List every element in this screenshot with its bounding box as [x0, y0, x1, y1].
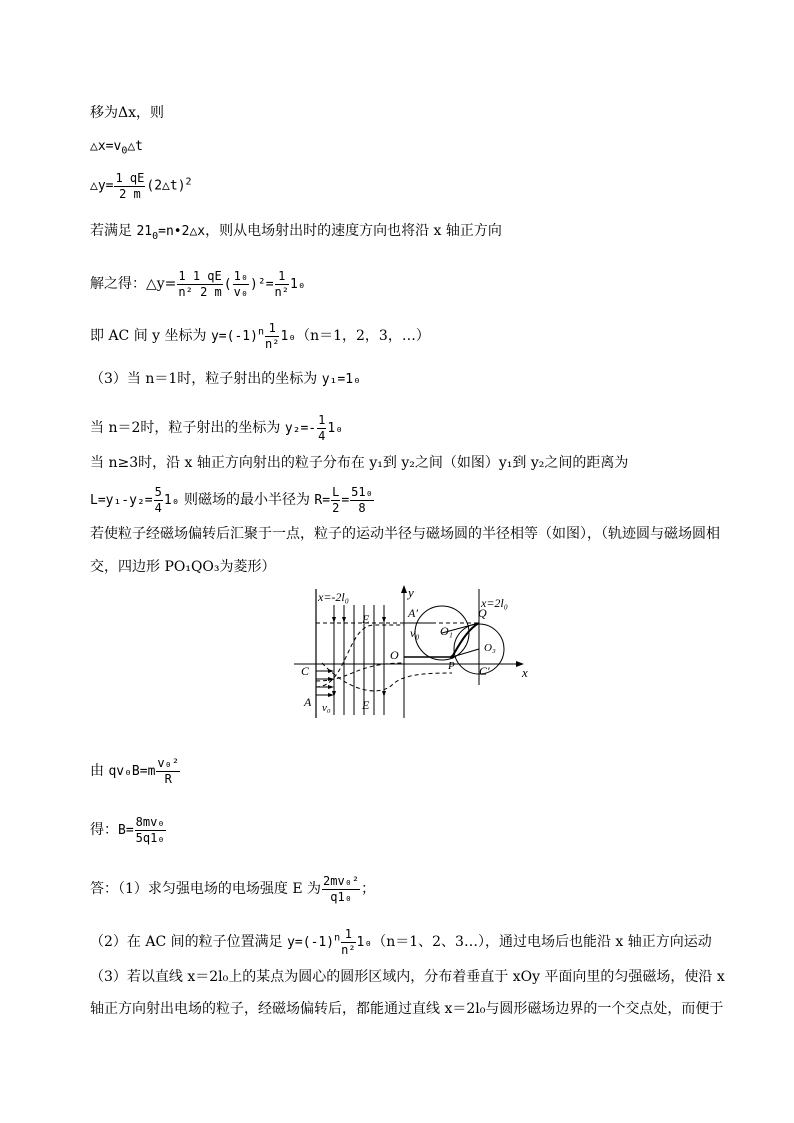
- formula-lorentz: 由 qv₀B=m $\frac{\text{v₀²}}{R}$: [90, 756, 180, 786]
- text-line: （3）当 n＝1时，粒子射出的坐标为 y₁=1₀: [90, 371, 361, 387]
- text-line: 移为Δx，则: [90, 105, 165, 121]
- text-line: 当 n＝2时，粒子射出的坐标为 y₂=- $\frac{1}{4}$ 1₀: [90, 413, 344, 443]
- fraction: $\frac{1}{\text{n²}}$: [274, 269, 289, 299]
- answer-3-line1: （3）若以直线 x＝2l₀上的某点为圆心的圆形区域内，分布着垂直于 xOy 平面向里的匀强磁场，使沿 x: [90, 969, 725, 985]
- text-line: 当 n≥3时，沿 x 轴正方向射出的粒子分布在 y₁到 y₂之间（如图）y₁到 y₂之间的距离为: [90, 455, 629, 471]
- fraction: $\frac{L}{2}$: [332, 485, 340, 515]
- formula-y-coordinate: 即 AC 间 y 坐标为 $y=(-1)^n$ $\frac{1}{\text{n²}}$ 1₀（n＝1，2，3，…）: [90, 321, 430, 351]
- formula-radius: L=y₁-y₂= $\frac{5}{4}$ 1₀ 则磁场的最小半径为 R= $\frac{L}{2}$ = $\frac{\text{51₀}}{8}$: [90, 485, 373, 515]
- formula-solve: 解之得：△y= $\frac{1 1 qE}{\text{n² 2 m}}$ ( $\frac{\text{1₀}}{\text{v₀}}$ )²= $\frac{1}{\text{n²}}$ 1₀: [90, 269, 306, 299]
- label-E-bottom: E: [362, 698, 370, 712]
- fraction: $\frac{1}{\text{n²}}$: [264, 321, 280, 351]
- fraction: $\frac{\text{8mv₀}}{\text{5q1₀}}$: [135, 815, 165, 845]
- answer-2: （2）在 AC 间的粒子位置满足 $y=(-1)^n$ $\frac{1}{\text{n²}}$ 1₀（n＝1、2、3…），通过电场后也能沿 x 轴正方向运动: [90, 927, 712, 957]
- fraction: $\frac{\text{v₀²}}{R}$: [157, 756, 180, 786]
- answer-1: 答：（1）求匀强电场的电场强度 E 为 $\frac{\text{2mv₀²}}{\text{q1₀}}$ ；: [90, 874, 376, 904]
- text-line: 交，四边形 PO₁QO₃为菱形）: [90, 559, 276, 575]
- fraction: $\frac{\text{2mv₀²}}{\text{q1₀}}$: [323, 874, 360, 904]
- label-C: C: [301, 664, 310, 678]
- label-x-left: x=-2l₀: [318, 590, 349, 604]
- fraction: $\frac{1}{4}$: [318, 413, 326, 443]
- fraction: $\frac{5}{4}$: [154, 485, 162, 515]
- label-x-right: x=2l₀: [481, 596, 508, 610]
- label-v0-bottom: v₀: [322, 702, 331, 714]
- label-O1: O₁: [440, 624, 453, 638]
- label-E-top: E: [362, 612, 370, 626]
- label-A: A: [304, 695, 312, 709]
- label-O3: O₃: [484, 642, 496, 654]
- answer-3-line2: 轴正方向射出电场的粒子，经磁场偏转后，都能通过直线 x＝2l₀与圆形磁场边界的一个交点处，而便于: [90, 1001, 724, 1017]
- label-axis-x: x: [522, 665, 528, 680]
- fraction: $\frac{1 qE}{2 m}$: [115, 171, 145, 201]
- formula-B: 得：B= $\frac{\text{8mv₀}}{\text{5q1₀}}$: [90, 815, 165, 845]
- label-O: O: [390, 648, 399, 662]
- label-v0-top: v₀: [410, 626, 420, 640]
- physics-diagram: [292, 585, 532, 720]
- formula-dy: △y= $\frac{1 qE}{2 m}$ (2△t)$^2$: [90, 171, 192, 201]
- fraction: $\frac{\text{51₀}}{8}$: [351, 485, 373, 515]
- text-line: 若使粒子经磁场偏转后汇聚于一点，粒子的运动半径与磁场圆的半径相等（如图），（轨迹圆与磁场圆相: [90, 526, 720, 542]
- fraction: $\frac{1 1 qE}{\text{n² 2 m}}$: [178, 269, 222, 299]
- label-P: P: [448, 660, 455, 672]
- formula-dx: $\triangle x=v_0\triangle t$: [90, 139, 143, 157]
- label-axis-y: y: [408, 585, 414, 600]
- fraction: $\frac{\text{1₀}}{\text{v₀}}$: [233, 269, 249, 299]
- label-A-prime: A′: [408, 606, 418, 620]
- fraction: $\frac{1}{\text{n²}}$: [341, 927, 356, 957]
- label-C-prime: C′: [479, 664, 490, 678]
- label-Q: Q: [478, 606, 487, 620]
- text-line: 若满足 $21_0=n•2\triangle x$，则从电场射出时的速度方向也将沿 x 轴正方向: [90, 223, 502, 242]
